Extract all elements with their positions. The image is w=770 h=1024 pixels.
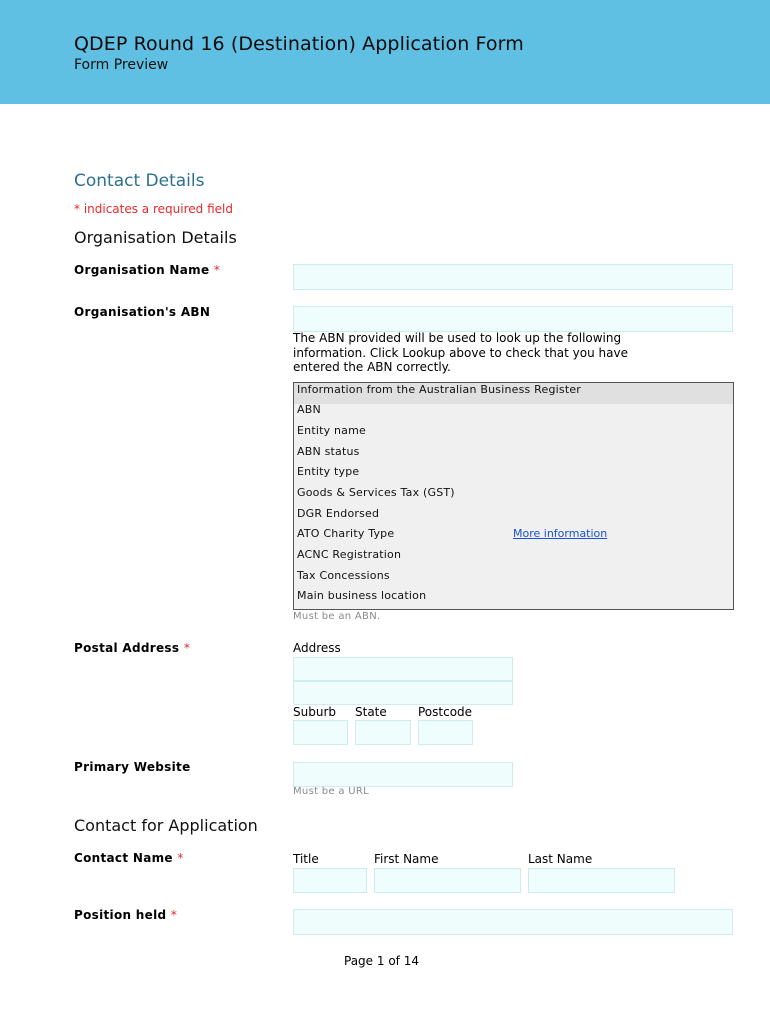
abr-row-dgr: DGR Endorsed: [297, 507, 380, 520]
contact-heading: Contact for Application: [74, 816, 258, 835]
abr-row-acnc: ACNC Registration: [297, 548, 402, 561]
abr-row-abn: ABN: [297, 403, 321, 416]
organisation-heading: Organisation Details: [74, 228, 237, 247]
contact-title-input[interactable]: [293, 868, 367, 893]
required-star: *: [177, 851, 184, 865]
abr-row-entity-type: Entity type: [297, 465, 360, 478]
primary-website-label: Primary Website: [74, 760, 191, 774]
organisation-abn-label: Organisation's ABN: [74, 305, 211, 319]
more-information-link[interactable]: More information: [513, 527, 608, 540]
abr-info-box: [293, 382, 734, 610]
form-title: QDEP Round 16 (Destination) Application Form: [74, 33, 524, 55]
required-note: * indicates a required field: [74, 202, 233, 216]
required-star: *: [183, 641, 191, 655]
abr-row-tax-concessions: Tax Concessions: [297, 569, 390, 582]
contact-first-name-input[interactable]: [374, 868, 521, 893]
website-hint: Must be a URL: [293, 786, 369, 797]
primary-website-input[interactable]: [293, 762, 513, 787]
postal-address-label: Postal Address *: [74, 641, 191, 655]
suburb-input[interactable]: [293, 720, 348, 745]
postcode-input[interactable]: [418, 720, 473, 745]
page-number: Page 1 of 14: [344, 954, 419, 968]
required-star: *: [170, 908, 178, 922]
abr-row-entity-name: Entity name: [297, 424, 367, 437]
organisation-name-label: Organisation Name *: [74, 263, 221, 277]
organisation-abn-input[interactable]: [293, 306, 733, 332]
state-label: State: [355, 705, 387, 719]
abr-row-abn-status: ABN status: [297, 445, 360, 458]
abr-row-main-location: Main business location: [297, 589, 427, 602]
position-held-label: Position held *: [74, 908, 178, 922]
required-star: *: [213, 263, 221, 277]
postcode-label: Postcode: [418, 705, 473, 719]
section-title: Contact Details: [74, 171, 205, 191]
first-name-label: First Name: [374, 852, 439, 866]
abn-help-text: The ABN provided will be used to look up the following information. Click Lookup above to check that you have entered the ABN correctly.: [293, 331, 628, 374]
form-subtitle: Form Preview: [74, 57, 169, 73]
abr-row-gst: Goods & Services Tax (GST): [297, 486, 455, 499]
organisation-name-input[interactable]: [293, 264, 733, 290]
abr-row-charity-type: ATO Charity Type: [297, 527, 395, 540]
contact-name-label: Contact Name *: [74, 851, 184, 865]
address-line-2-input[interactable]: [293, 681, 513, 705]
title-label: Title: [293, 852, 319, 866]
state-input[interactable]: [355, 720, 411, 745]
last-name-label: Last Name: [528, 852, 593, 866]
suburb-label: Suburb: [293, 705, 336, 719]
address-label: Address: [293, 641, 341, 655]
abr-header: Information from the Australian Business Register: [297, 383, 582, 396]
abn-hint: Must be an ABN.: [293, 611, 381, 622]
form-header: [0, 0, 770, 104]
contact-last-name-input[interactable]: [528, 868, 675, 893]
position-held-input[interactable]: [293, 909, 733, 935]
address-line-1-input[interactable]: [293, 657, 513, 681]
